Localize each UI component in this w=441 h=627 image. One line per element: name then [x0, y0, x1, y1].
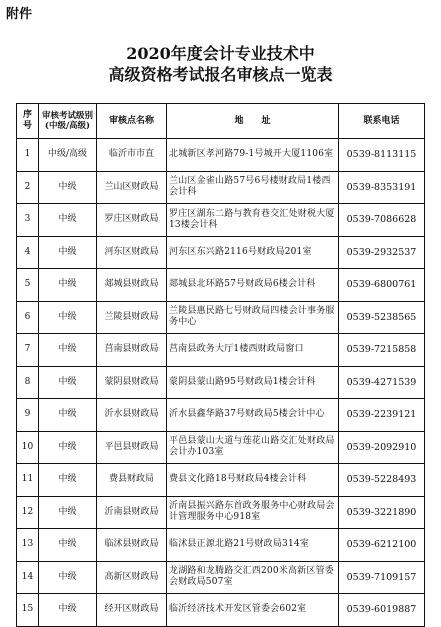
- cell-phone: 0539-8353191: [339, 171, 425, 204]
- cell-address: 沂水县鑫华路37号财政局5楼会计中心: [167, 399, 339, 432]
- table-row: [17, 269, 425, 302]
- cell-index: 10: [17, 431, 39, 464]
- cell-point: 沂南县财政局: [97, 496, 167, 529]
- table-row: [17, 496, 425, 529]
- cell-point: 平邑县财政局: [97, 431, 167, 464]
- cell-point: 兰山区财政局: [97, 171, 167, 204]
- header-phone: 联系电话: [339, 104, 425, 139]
- cell-point: 郯城县财政局: [97, 269, 167, 302]
- table-body: [17, 139, 425, 627]
- table-row: [17, 529, 425, 562]
- cell-address: 临沂经济技术开发区管委会602室: [167, 594, 339, 627]
- cell-address: 费县文化路18号财政局4楼会计科: [167, 464, 339, 497]
- cell-address: 临沭县正源北路21号财政局314室: [167, 529, 339, 562]
- cell-index: 7: [17, 334, 39, 367]
- cell-point: 高新区财政局: [97, 561, 167, 594]
- cell-level: 中级: [39, 529, 97, 562]
- cell-index: 13: [17, 529, 39, 562]
- cell-phone: 0539-7086628: [339, 204, 425, 237]
- cell-index: 6: [17, 301, 39, 334]
- table-row: [17, 366, 425, 399]
- header-level-line-1: 审核考试级别: [41, 111, 93, 121]
- cell-phone: 0539-2239121: [339, 399, 425, 432]
- table-row: [17, 399, 425, 432]
- cell-level: 中级: [39, 334, 97, 367]
- cell-level: 中级: [39, 301, 97, 334]
- header-point: 审核点名称: [97, 104, 167, 139]
- table-row: [17, 301, 425, 334]
- cell-phone: 0539-2092910: [339, 431, 425, 464]
- table-row: [17, 204, 425, 237]
- cell-point: 临沭县财政局: [97, 529, 167, 562]
- cell-level: 中级: [39, 594, 97, 627]
- cell-address: 河东区东兴路2116号财政局201室: [167, 236, 339, 269]
- cell-index: 15: [17, 594, 39, 627]
- cell-level: 中级: [39, 399, 97, 432]
- cell-point: 罗庄区财政局: [97, 204, 167, 237]
- table-row: [17, 464, 425, 497]
- cell-point: 临沂市市直: [97, 139, 167, 172]
- table-row: [17, 561, 425, 594]
- cell-level: 中级: [39, 171, 97, 204]
- cell-phone: 0539-6800761: [339, 269, 425, 302]
- cell-point: 费县财政局: [97, 464, 167, 497]
- header-level-line-2: (中级/高级): [44, 121, 91, 131]
- cell-phone: 0539-2932537: [339, 236, 425, 269]
- header-address: 地 址: [167, 104, 339, 139]
- cell-index: 2: [17, 171, 39, 204]
- table-row: [17, 171, 425, 204]
- cell-phone: 0539-5238565: [339, 301, 425, 334]
- cell-address: 莒南县政务大厅1楼西财政局窗口: [167, 334, 339, 367]
- header-level: [39, 104, 97, 139]
- table-row: [17, 431, 425, 464]
- cell-level: 中级: [39, 464, 97, 497]
- cell-index: 4: [17, 236, 39, 269]
- cell-address: 平邑县蒙山大道与莲花山路交汇处财政局会计办103室: [167, 431, 339, 464]
- cell-point: 沂水县财政局: [97, 399, 167, 432]
- document-title-line-2: 高级资格考试报名审核点一览表: [108, 65, 333, 84]
- table-row: [17, 236, 425, 269]
- cell-phone: 0539-8113115: [339, 139, 425, 172]
- cell-phone: 0539-3221890: [339, 496, 425, 529]
- cell-phone: 0539-6019887: [339, 594, 425, 627]
- cell-level: 中级: [39, 269, 97, 302]
- cell-phone: 0539-4271539: [339, 366, 425, 399]
- cell-index: 3: [17, 204, 39, 237]
- document-title-line-1: 2020年度会计专业技术中: [126, 44, 315, 63]
- cell-index: 11: [17, 464, 39, 497]
- cell-phone: 0539-7215858: [339, 334, 425, 367]
- cell-address: 郯城县北环路57号财政局6楼会计科: [167, 269, 339, 302]
- cell-level: 中级/高级: [39, 139, 97, 172]
- cell-phone: 0539-6212100: [339, 529, 425, 562]
- cell-address: 北城新区孝河路79-1号城开大厦1106室: [167, 139, 339, 172]
- cell-index: 5: [17, 269, 39, 302]
- cell-phone: 0539-5228493: [339, 464, 425, 497]
- table-row: [17, 594, 425, 627]
- cell-point: 兰陵县财政局: [97, 301, 167, 334]
- cell-point: 蒙阴县财政局: [97, 366, 167, 399]
- cell-level: 中级: [39, 561, 97, 594]
- cell-level: 中级: [39, 431, 97, 464]
- cell-address: 龙湖路和龙腾路交汇西200米高新区管委会财政局507室: [167, 561, 339, 594]
- cell-index: 9: [17, 399, 39, 432]
- cell-index: 1: [17, 139, 39, 172]
- cell-point: 河东区财政局: [97, 236, 167, 269]
- cell-phone: 0539-7109157: [339, 561, 425, 594]
- cell-address: 沂南县振兴路东首政务服务中心财政局会计管理服务中心918室: [167, 496, 339, 529]
- attachment-label: 附件: [6, 7, 33, 22]
- header-index: 序号: [17, 104, 39, 139]
- review-points-table: [16, 103, 425, 627]
- cell-address: 兰山区金雀山路57号6号楼财政局1楼西会计科: [167, 171, 339, 204]
- cell-index: 14: [17, 561, 39, 594]
- table-row: [17, 139, 425, 172]
- cell-address: 蒙阴县蒙山路95号财政局1楼会计科: [167, 366, 339, 399]
- cell-level: 中级: [39, 204, 97, 237]
- table-header-row: [17, 104, 425, 139]
- cell-address: 罗庄区湖东二路与教育巷交汇处财税大厦13楼会计科: [167, 204, 339, 237]
- cell-index: 12: [17, 496, 39, 529]
- cell-index: 8: [17, 366, 39, 399]
- cell-point: 莒南县财政局: [97, 334, 167, 367]
- table-row: [17, 334, 425, 367]
- cell-point: 经开区财政局: [97, 594, 167, 627]
- cell-address: 兰陵县惠民路七号财政局四楼会计事务服务中心: [167, 301, 339, 334]
- cell-level: 中级: [39, 236, 97, 269]
- cell-level: 中级: [39, 366, 97, 399]
- cell-level: 中级: [39, 496, 97, 529]
